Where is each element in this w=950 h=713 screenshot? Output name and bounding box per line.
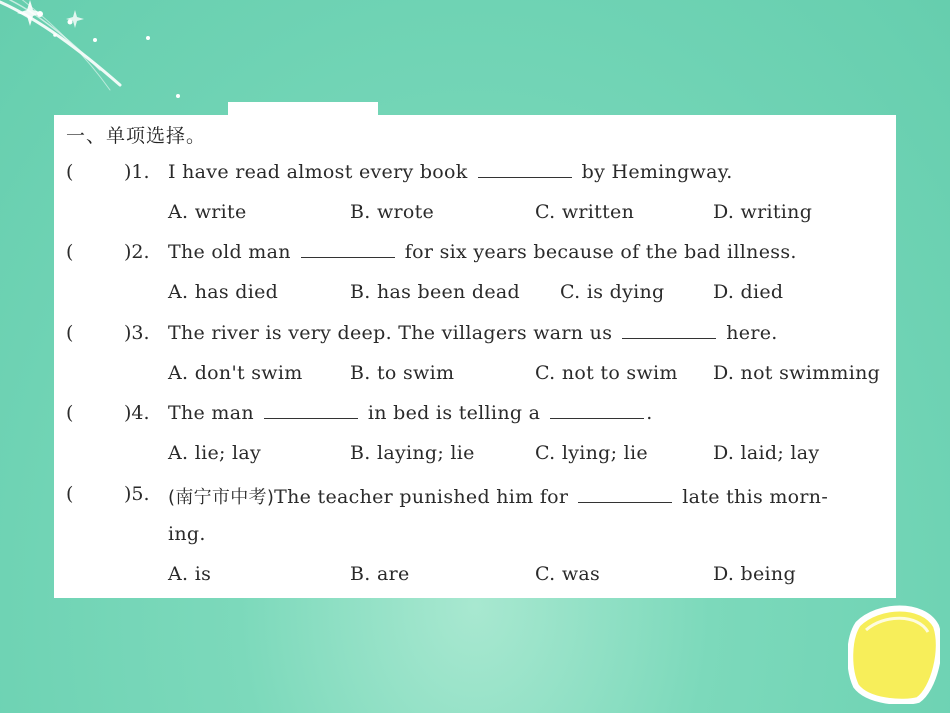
answer-paren[interactable]: (: [66, 161, 74, 183]
question-number: )4.: [124, 402, 150, 424]
answer-blank: [478, 163, 572, 178]
question-1: [54, 161, 896, 201]
question-3: [54, 322, 896, 362]
answer-blank: [578, 488, 672, 503]
option-c[interactable]: C. is dying: [560, 281, 665, 303]
question-number: )5.: [124, 483, 150, 505]
question-stem: I have read almost every book by Hemingway.: [168, 161, 733, 183]
section-title: 一、单项选择。: [66, 125, 207, 147]
options-2: [54, 281, 896, 321]
option-a[interactable]: A. is: [168, 563, 212, 585]
option-b[interactable]: B. has been dead: [350, 281, 521, 303]
option-d[interactable]: D. being: [713, 563, 796, 585]
question-stem: The old man for six years because of the bad illness.: [168, 241, 797, 263]
answer-blank: [264, 404, 358, 419]
option-d[interactable]: D. writing: [713, 201, 813, 223]
question-panel: [54, 115, 896, 598]
option-c[interactable]: C. was: [535, 563, 601, 585]
question-number: )1.: [124, 161, 150, 183]
question-source: (南宁市中考): [168, 487, 275, 508]
option-c[interactable]: C. not to swim: [535, 362, 678, 384]
option-a[interactable]: A. write: [168, 201, 247, 223]
answer-blank: [622, 324, 716, 339]
question-5-continued: [54, 523, 896, 563]
option-c[interactable]: C. lying; lie: [535, 442, 648, 464]
options-3: [54, 362, 896, 402]
answer-paren[interactable]: (: [66, 402, 74, 424]
option-b[interactable]: B. to swim: [350, 362, 455, 384]
options-1: [54, 201, 896, 241]
option-a[interactable]: A. lie; lay: [168, 442, 262, 464]
question-stem: (南宁市中考)The teacher punished him for late this morn-: [168, 486, 829, 508]
option-c[interactable]: C. written: [535, 201, 635, 223]
option-b[interactable]: B. are: [350, 563, 410, 585]
lemon-icon: [848, 604, 940, 704]
option-b[interactable]: B. laying; lie: [350, 442, 475, 464]
answer-paren[interactable]: (: [66, 322, 74, 344]
option-d[interactable]: D. laid; lay: [713, 442, 820, 464]
option-a[interactable]: A. has died: [168, 281, 279, 303]
question-5: [54, 483, 896, 523]
answer-blank: [550, 404, 644, 419]
question-stem: The man in bed is telling a .: [168, 402, 653, 424]
options-4: [54, 442, 896, 482]
question-4: [54, 402, 896, 442]
answer-blank: [301, 243, 395, 258]
sparkle-decoration-icon: [0, 0, 200, 120]
question-stem: The river is very deep. The villagers warn us here.: [168, 322, 778, 344]
question-number: )2.: [124, 241, 150, 263]
options-5: [54, 563, 896, 603]
answer-paren[interactable]: (: [66, 241, 74, 263]
option-b[interactable]: B. wrote: [350, 201, 435, 223]
option-d[interactable]: D. not swimming: [713, 362, 881, 384]
question-number: )3.: [124, 322, 150, 344]
option-d[interactable]: D. died: [713, 281, 784, 303]
answer-paren[interactable]: (: [66, 483, 74, 505]
question-2: [54, 241, 896, 281]
option-a[interactable]: A. don't swim: [168, 362, 303, 384]
question-stem-line2: ing.: [168, 523, 206, 545]
